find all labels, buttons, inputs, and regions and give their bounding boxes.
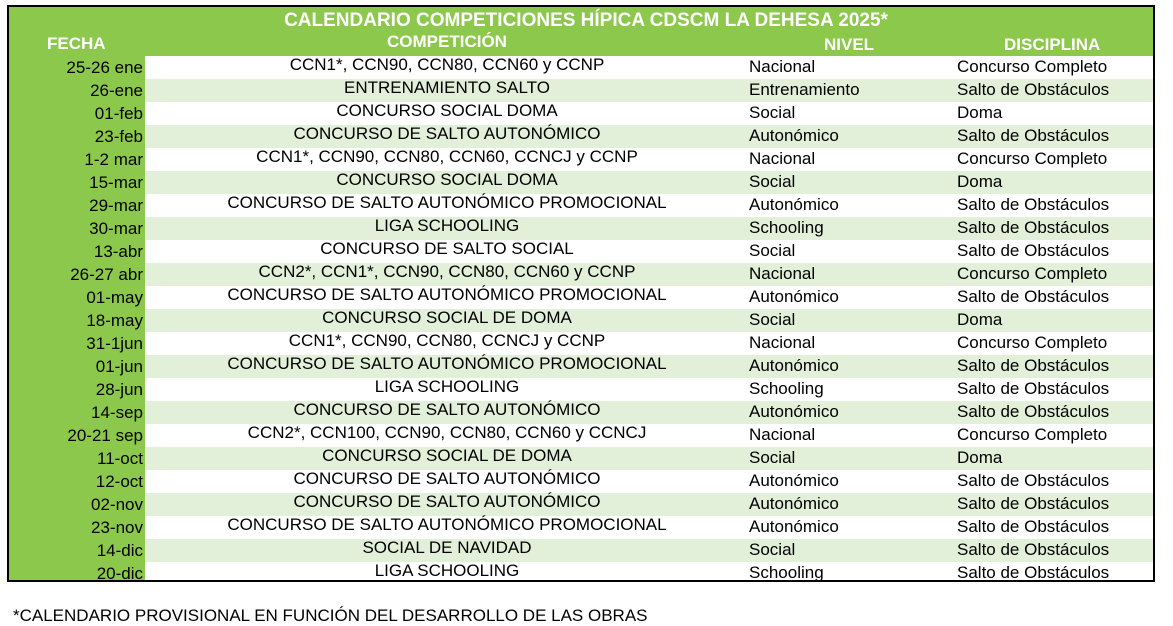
cell-nivel: Social <box>749 310 796 329</box>
cell-disciplina: Concurso Completo <box>957 425 1108 444</box>
cell-fecha: 15-mar <box>9 171 145 194</box>
cell-fecha: 25-26 ene <box>9 56 145 79</box>
cell-disciplina: Salto de Obstáculos <box>957 494 1110 513</box>
cell-competicion: CONCURSO SOCIAL DE DOMA <box>322 308 572 327</box>
cell-nivel: Schooling <box>749 218 824 237</box>
cell-fecha: 23-nov <box>9 516 145 539</box>
cell-disciplina: Salto de Obstáculos <box>957 517 1110 536</box>
cell-competicion: CONCURSO DE SALTO AUTONÓMICO <box>293 492 601 511</box>
cell-competicion: CCN1*, CCN90, CCN80, CCN60 y CCNP <box>289 55 605 74</box>
cell-competicion: LIGA SCHOOLING <box>374 561 520 580</box>
cell-disciplina: Salto de Obstáculos <box>957 218 1110 237</box>
cell-disciplina: Concurso Completo <box>957 333 1108 352</box>
cell-nivel: Social <box>749 241 796 260</box>
cell-fecha: 01-jun <box>9 355 145 378</box>
cell-fecha: 28-jun <box>9 378 145 401</box>
cell-fecha: 23-feb <box>9 125 145 148</box>
cell-disciplina: Concurso Completo <box>957 264 1108 283</box>
cell-nivel: Autonómico <box>749 356 839 375</box>
cell-fecha: 01-feb <box>9 102 145 125</box>
cell-nivel: Entrenamiento <box>749 80 860 99</box>
table-header <box>9 7 1153 56</box>
cell-fecha: 13-abr <box>9 240 145 263</box>
cell-competicion: CONCURSO DE SALTO AUTONÓMICO <box>293 469 601 488</box>
cell-nivel: Social <box>749 103 796 122</box>
cell-disciplina: Salto de Obstáculos <box>957 471 1110 490</box>
cell-disciplina: Concurso Completo <box>957 57 1108 76</box>
cell-competicion: SOCIAL DE NAVIDAD <box>362 538 532 557</box>
column-header-disciplina: DISCIPLINA <box>1004 35 1101 54</box>
cell-disciplina: Salto de Obstáculos <box>957 540 1110 559</box>
cell-competicion: CONCURSO SOCIAL DOMA <box>336 101 558 120</box>
cell-nivel: Nacional <box>749 57 816 76</box>
cell-competicion: ENTRENAMIENTO SALTO <box>344 78 550 97</box>
cell-competicion: CCN2*, CCN100, CCN90, CCN80, CCN60 y CCNCJ <box>247 423 647 442</box>
cell-fecha: 29-mar <box>9 194 145 217</box>
cell-competicion: CONCURSO DE SALTO AUTONÓMICO PROMOCIONAL <box>227 354 667 373</box>
calendar-title: CALENDARIO COMPETICIONES HÍPICA CDSCM LA DEHESA 2025* <box>284 10 888 31</box>
table-body <box>9 56 1153 582</box>
cell-competicion: CONCURSO DE SALTO AUTONÓMICO PROMOCIONAL <box>227 515 667 534</box>
cell-fecha: 12-oct <box>9 470 145 493</box>
cell-disciplina: Concurso Completo <box>957 149 1108 168</box>
cell-disciplina: Doma <box>957 310 1003 329</box>
cell-disciplina: Salto de Obstáculos <box>957 402 1110 421</box>
cell-disciplina: Salto de Obstáculos <box>957 126 1110 145</box>
cell-competicion: LIGA SCHOOLING <box>374 377 520 396</box>
cell-disciplina: Salto de Obstáculos <box>957 287 1110 306</box>
cell-nivel: Social <box>749 172 796 191</box>
cell-fecha: 01-may <box>9 286 145 309</box>
cell-nivel: Autonómico <box>749 126 839 145</box>
footnote: *CALENDARIO PROVISIONAL EN FUNCIÓN DEL DESARROLLO DE LAS OBRAS <box>13 606 648 625</box>
cell-fecha: 02-nov <box>9 493 145 516</box>
cell-fecha: 1-2 mar <box>9 148 145 171</box>
cell-fecha: 20-dic <box>9 562 145 582</box>
cell-nivel: Nacional <box>749 425 816 444</box>
cell-nivel: Autonómico <box>749 195 839 214</box>
cell-competicion: CONCURSO DE SALTO AUTONÓMICO PROMOCIONAL <box>227 193 667 212</box>
cell-fecha: 26-27 abr <box>9 263 145 286</box>
cell-fecha: 26-ene <box>9 79 145 102</box>
cell-nivel: Autonómico <box>749 287 839 306</box>
table-row <box>9 562 1153 582</box>
cell-fecha: 30-mar <box>9 217 145 240</box>
cell-nivel: Autonómico <box>749 402 839 421</box>
cell-competicion: CONCURSO SOCIAL DE DOMA <box>322 446 572 465</box>
cell-nivel: Nacional <box>749 264 816 283</box>
cell-nivel: Nacional <box>749 333 816 352</box>
cell-nivel: Autonómico <box>749 471 839 490</box>
column-header-nivel: NIVEL <box>824 35 875 54</box>
cell-disciplina: Salto de Obstáculos <box>957 80 1110 99</box>
cell-fecha: 14-sep <box>9 401 145 424</box>
cell-competicion: CCN2*, CCN1*, CCN90, CCN80, CCN60 y CCNP <box>258 262 636 281</box>
cell-nivel: Social <box>749 540 796 559</box>
cell-nivel: Autonómico <box>749 494 839 513</box>
cell-disciplina: Salto de Obstáculos <box>957 563 1110 582</box>
cell-fecha: 31-1jun <box>9 332 145 355</box>
cell-competicion: CONCURSO DE SALTO AUTONÓMICO <box>293 400 601 419</box>
cell-nivel: Nacional <box>749 149 816 168</box>
cell-nivel: Social <box>749 448 796 467</box>
cell-nivel: Schooling <box>749 563 824 582</box>
calendar-table <box>7 5 1155 582</box>
cell-competicion: CONCURSO SOCIAL DOMA <box>336 170 558 189</box>
cell-fecha: 18-may <box>9 309 145 332</box>
cell-nivel: Schooling <box>749 379 824 398</box>
cell-competicion: CONCURSO DE SALTO SOCIAL <box>320 239 574 258</box>
cell-disciplina: Salto de Obstáculos <box>957 241 1110 260</box>
cell-fecha: 11-oct <box>9 447 145 470</box>
cell-disciplina: Doma <box>957 448 1003 467</box>
cell-competicion: LIGA SCHOOLING <box>374 216 520 235</box>
cell-disciplina: Salto de Obstáculos <box>957 379 1110 398</box>
cell-competicion: CONCURSO DE SALTO AUTONÓMICO <box>293 124 601 143</box>
cell-fecha: 14-dic <box>9 539 145 562</box>
cell-disciplina: Salto de Obstáculos <box>957 356 1110 375</box>
cell-competicion: CONCURSO DE SALTO AUTONÓMICO PROMOCIONAL <box>227 285 667 304</box>
cell-disciplina: Salto de Obstáculos <box>957 195 1110 214</box>
cell-disciplina: Doma <box>957 172 1003 191</box>
cell-fecha: 20-21 sep <box>9 424 145 447</box>
column-header-competicion: COMPETICIÓN <box>387 32 507 51</box>
cell-disciplina: Doma <box>957 103 1003 122</box>
column-header-fecha: FECHA <box>47 34 106 53</box>
cell-competicion: CCN1*, CCN90, CCN80, CCN60, CCNCJ y CCNP <box>256 147 638 166</box>
cell-nivel: Autonómico <box>749 517 839 536</box>
cell-competicion: CCN1*, CCN90, CCN80, CCNCJ y CCNP <box>288 331 606 350</box>
